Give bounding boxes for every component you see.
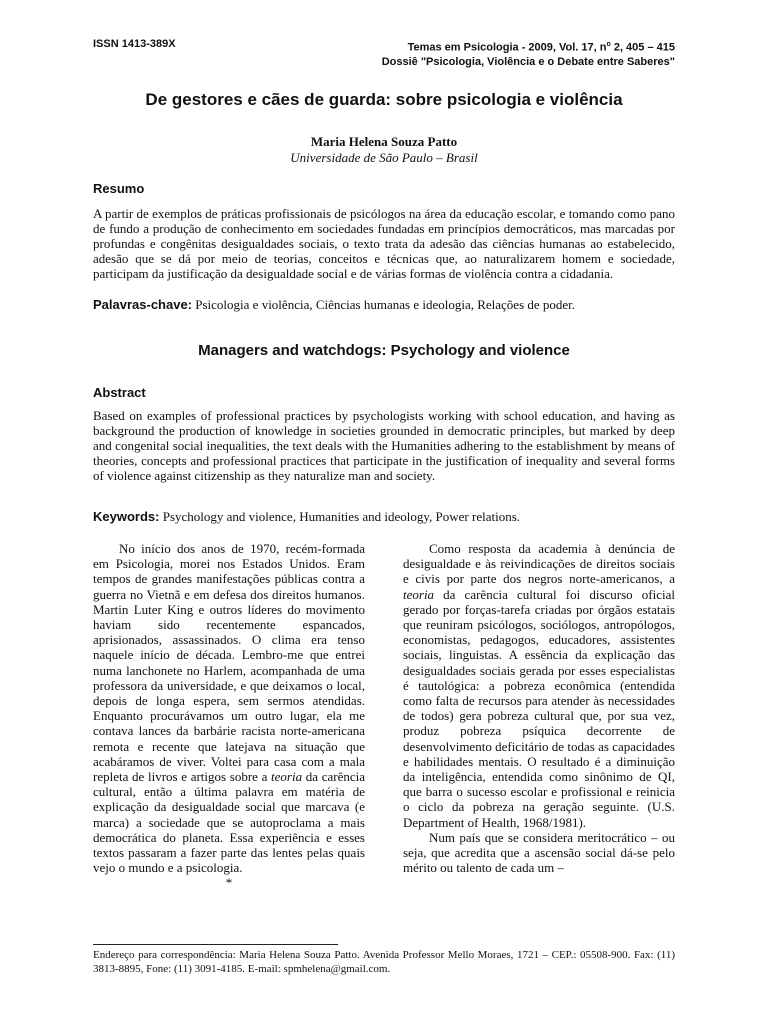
- journal-citation-sup: o: [606, 41, 611, 48]
- footnote-rule: [93, 944, 338, 945]
- body-paragraph: [93, 541, 365, 875]
- body-column-right: [403, 541, 675, 875]
- english-title: Managers and watchdogs: Psychology and violence: [198, 342, 570, 359]
- body-text: da carência cultural, então a última palavra em matéria de explicação da desigualdade social que marcava (e marca) a sociedade que se autoproclama a mais democrática do planeta. Essa experiência e esses textos passaram a fazer parte das lentes pelas quais vejo o mundo e a psicologia.: [93, 769, 365, 876]
- emphasis-teoria: teoria: [271, 769, 303, 785]
- body-text: Como resposta da academia à denúncia de desigualdade e às reivindicações de direitos sociais e civis por parte dos negros norte-americanos, a: [403, 541, 675, 587]
- body-column-left: [93, 541, 365, 891]
- abstract-heading: Abstract: [93, 385, 146, 400]
- author-affiliation: Universidade de São Paulo – Brasil: [290, 150, 478, 165]
- palavras-chave-label: Palavras-chave:: [93, 297, 193, 312]
- palavras-chave: [93, 297, 675, 313]
- article-title: De gestores e cães de guarda: sobre psicologia e violência: [145, 90, 623, 109]
- abstract-text: Based on examples of professional practices by psychologists working with school education, and having as background the production of knowledge in societies grounded in democratic principles, but marked by deep and congenital social inequalities, the text deals with the Humanities adhering to the establishment by means of theories, concepts and professional practices that participate in the justification of inequality and several forms of violence against citizenship as they naturalize man and society.: [93, 408, 675, 483]
- section-separator: *: [225, 875, 233, 891]
- body-paragraph: [403, 541, 675, 830]
- keywords-values: Psychology and violence, Humanities and ideology, Power relations.: [159, 509, 521, 524]
- journal-citation-prefix: Temas em Psicologia - 2009, Vol. 17, n: [407, 41, 607, 54]
- journal-citation-suffix: 2, 405 – 415: [610, 41, 675, 54]
- journal-citation: [382, 38, 675, 69]
- author-block: [93, 134, 675, 166]
- keywords: [93, 509, 675, 525]
- author-name: Maria Helena Souza Patto: [310, 134, 458, 149]
- resumo-heading: Resumo: [93, 181, 145, 196]
- dossier-title: Dossiê "Psicologia, Violência e o Debate entre Saberes": [381, 55, 675, 68]
- resumo-text: A partir de exemplos de práticas profissionais de psicólogos na área da educação escolar, e tomando como pano de fundo a produção de conhecimento em sociedades fundadas em princípios democráticos, mas marcadas por profundas e congênitas desigualdades sociais, o texto trata da adesão das ciências humanas ao estabelecido, adesão que se dá por meio de teorias, conceitos e técnicas que, ao naturalizarem homem e sociedade, participam da justificação da desigualdade social e de várias formas de violência contra a cidadania.: [93, 206, 675, 281]
- body-text: da carência cultural foi discurso oficial gerado por forças-tarefa criadas por órgãos estatais que reuniram psicólogos, sociólogos, antropólogos, economistas, pedagogos, educadores, assistentes sociais, linguistas. A essência da explicação das desigualdades sociais gerada por esses especialistas é tautológica: a pobreza econômica (entendida como falta de recursos para atender às necessidades de todos) gera pobreza cultural que, por sua vez, produz pobreza psíquica decorrente de desenvolvimento deficitário de todas as capacidades e habilidades mentais. O resultado é a diminuição da inteligência, entendida como sinônimo de QI, que barra o sucesso escolar e profissional e reinicia o ciclo da pobreza na geração seguinte. (U.S. Department of Health, 1968/1981).: [403, 586, 675, 830]
- emphasis-teoria: teoria: [403, 586, 435, 602]
- issn: ISSN 1413-389X: [93, 38, 176, 50]
- palavras-chave-values: Psicologia e violência, Ciências humanas e ideologia, Relações de poder.: [192, 297, 576, 312]
- body-text: No início dos anos de 1970, recém-formada em Psicologia, morei nos Estados Unidos. Eram tempos de grandes manifestações públicas contra a guerra no Vietnã e em defesa dos direitos humanos. Martin Luter King e outros líderes do movimento haviam sido recentemente espancados, aprisionados, assassinados. O clima era tenso naquele início de década. Lembro-me que entrei numa lanchonete no Harlem, acompanhada de uma professora da universidade, e que deixamos o local, depois de longa espera, sem sermos atendidas. Enquanto procurávamos um outro lugar, ela me contava lances da barbárie racista norte-americana remota e recente que latejava na situação que acabáramos de viver. Voltei para casa com a mala repleta de livros e artigos sobre a: [93, 541, 365, 785]
- keywords-label: Keywords:: [93, 509, 160, 524]
- footnote: Endereço para correspondência: Maria Helena Souza Patto. Avenida Professor Mello Moraes, 1721 – CEP.: 05508-900. Fax: (11) 3813-8895, Fone: (11) 3091-4185. E-mail: spmhelena@gmail.com.: [93, 949, 675, 975]
- body-paragraph: Num país que se considera meritocrático – ou seja, que acredita que a ascensão social dá-se pelo mérito ou talento de cada um –: [403, 829, 675, 876]
